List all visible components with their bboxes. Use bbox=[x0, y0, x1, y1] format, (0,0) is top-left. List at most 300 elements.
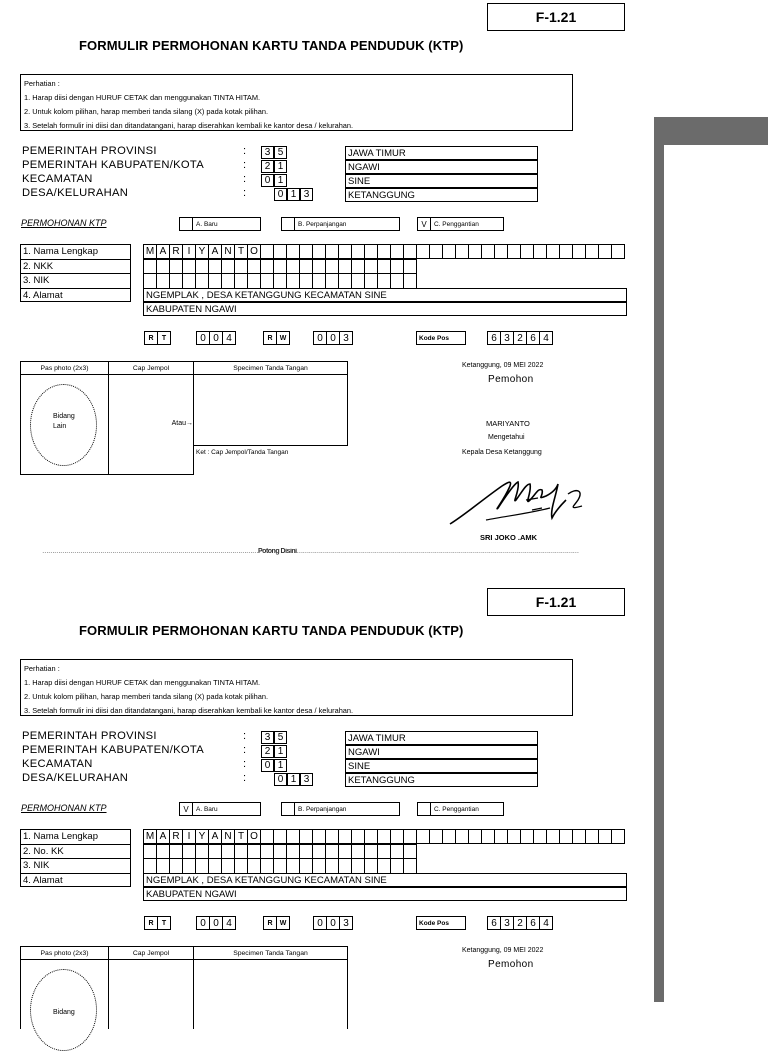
nkk-cell[interactable] bbox=[312, 259, 326, 275]
option-perpanjangan[interactable] bbox=[281, 217, 400, 231]
name-cell[interactable] bbox=[546, 244, 560, 259]
rt-digit-cell[interactable]: 4 bbox=[222, 916, 236, 930]
notice-line: 3. Setelah formulir ini diisi dan ditandatangani, harap diserahkan kembali ke kantor desa / kelurahan. bbox=[24, 121, 354, 130]
nkk-cell[interactable] bbox=[312, 844, 326, 860]
label-desa: DESA/KELURAHAN bbox=[22, 187, 129, 199]
name-cell[interactable] bbox=[455, 829, 469, 844]
nik-cell[interactable] bbox=[208, 858, 222, 874]
nkk-cell[interactable] bbox=[195, 844, 209, 860]
name-cell[interactable] bbox=[403, 244, 417, 259]
name-cell[interactable] bbox=[598, 244, 612, 259]
code-cell[interactable]: 3 bbox=[261, 146, 274, 159]
field-labels bbox=[20, 244, 131, 302]
name-cell[interactable]: Y bbox=[195, 244, 209, 259]
form-code-box bbox=[487, 588, 625, 616]
nkk-cell[interactable] bbox=[286, 844, 300, 860]
nik-cell[interactable] bbox=[234, 858, 248, 874]
name-cell[interactable] bbox=[312, 829, 326, 844]
label-kecamatan: KECAMATAN bbox=[22, 173, 93, 185]
oval-text-1: Bidang bbox=[53, 413, 75, 420]
thumb-box[interactable] bbox=[108, 374, 194, 475]
kodepos-digit-cell[interactable]: 6 bbox=[526, 916, 540, 930]
name-cell[interactable] bbox=[481, 244, 495, 259]
nkk-cell[interactable] bbox=[234, 844, 248, 860]
cut-line bbox=[42, 548, 607, 555]
nkk-cell[interactable] bbox=[299, 259, 313, 275]
nik-cell[interactable] bbox=[143, 273, 157, 289]
label-nama: 1. Nama Lengkap bbox=[21, 245, 130, 260]
code-cell[interactable]: 2 bbox=[261, 160, 274, 173]
oval-text-1: Bidang bbox=[53, 1009, 75, 1016]
name-cell[interactable]: T bbox=[234, 244, 248, 259]
nkk-cell[interactable] bbox=[221, 844, 235, 860]
nik-cell[interactable] bbox=[403, 273, 417, 289]
name-cell[interactable]: A bbox=[208, 244, 222, 259]
name-cell[interactable]: R bbox=[169, 244, 183, 259]
colon: : bbox=[243, 145, 247, 157]
rw-digit-cell[interactable]: 0 bbox=[326, 331, 340, 345]
sign-header: Specimen Tanda Tangan bbox=[193, 361, 348, 375]
nkk-cell[interactable] bbox=[156, 259, 170, 275]
nik-cell[interactable] bbox=[351, 273, 365, 289]
code-cell[interactable]: 5 bbox=[274, 146, 287, 159]
nik-cell[interactable] bbox=[156, 273, 170, 289]
nik-cell[interactable] bbox=[299, 273, 313, 289]
address-line-2[interactable]: KABUPATEN NGAWI bbox=[143, 302, 627, 316]
kodepos-digit-cell[interactable]: 3 bbox=[500, 916, 514, 930]
name-cell[interactable] bbox=[416, 244, 430, 259]
nkk-cell[interactable] bbox=[273, 259, 287, 275]
nik-cell[interactable] bbox=[312, 273, 326, 289]
rw-digit-cell[interactable]: 3 bbox=[339, 916, 353, 930]
nkk-cell[interactable] bbox=[169, 259, 183, 275]
name-cell[interactable]: M bbox=[143, 244, 157, 259]
applicant-name: MARIYANTO bbox=[486, 419, 530, 428]
nkk-cell[interactable] bbox=[364, 259, 378, 275]
nik-cell[interactable] bbox=[377, 858, 391, 874]
nkk-cell[interactable] bbox=[156, 844, 170, 860]
mengetahui-label: Mengetahui bbox=[488, 434, 525, 441]
name-cell[interactable] bbox=[429, 244, 443, 259]
viewer-side-bar bbox=[654, 117, 664, 1002]
rt-digit-cell[interactable]: 4 bbox=[222, 331, 236, 345]
nik-cell[interactable] bbox=[260, 858, 274, 874]
name-cell[interactable] bbox=[598, 829, 612, 844]
name-cell[interactable] bbox=[260, 244, 274, 259]
kabupaten-name[interactable]: NGAWI bbox=[345, 745, 538, 759]
name-cell[interactable] bbox=[442, 829, 456, 844]
colon: : bbox=[243, 173, 247, 185]
nkk-cell[interactable] bbox=[273, 844, 287, 860]
kodepos-digit-cell[interactable]: 4 bbox=[539, 916, 553, 930]
kodepos-digit-cell[interactable]: 6 bbox=[526, 331, 540, 345]
option-penggantian[interactable] bbox=[417, 217, 504, 231]
nik-cell[interactable] bbox=[351, 858, 365, 874]
name-cell[interactable]: O bbox=[247, 829, 261, 844]
option-label: B. Perpanjangan bbox=[298, 805, 347, 813]
kepala-desa-label: Kepala Desa Ketanggung bbox=[462, 449, 542, 456]
nkk-cell[interactable] bbox=[169, 844, 183, 860]
nik-cell[interactable] bbox=[234, 273, 248, 289]
nik-cell[interactable] bbox=[208, 273, 222, 289]
oval-text-2: Lain bbox=[53, 423, 67, 430]
label-nik: 3. NIK bbox=[21, 859, 130, 874]
nik-cell[interactable] bbox=[325, 858, 339, 874]
nik-cell[interactable] bbox=[299, 858, 313, 874]
option-mark bbox=[418, 803, 431, 815]
name-cell[interactable] bbox=[338, 244, 352, 259]
nkk-cell[interactable] bbox=[299, 844, 313, 860]
nik-cell[interactable] bbox=[390, 858, 404, 874]
code-cell[interactable]: 3 bbox=[300, 773, 313, 786]
notice-line: 1. Harap diisi dengan HURUF CETAK dan menggunakan TINTA HITAM. bbox=[24, 93, 261, 102]
nkk-cell[interactable] bbox=[325, 259, 339, 275]
option-baru[interactable] bbox=[179, 217, 261, 231]
name-cell[interactable] bbox=[338, 829, 352, 844]
code-cell[interactable]: 0 bbox=[261, 759, 274, 772]
name-cell[interactable] bbox=[403, 829, 417, 844]
name-cell[interactable] bbox=[611, 244, 625, 259]
label-kecamatan: KECAMATAN bbox=[22, 758, 93, 770]
name-cell[interactable] bbox=[442, 244, 456, 259]
sign-box[interactable] bbox=[193, 374, 348, 446]
name-cell[interactable] bbox=[273, 244, 287, 259]
name-cell[interactable] bbox=[520, 829, 534, 844]
notice-line: 1. Harap diisi dengan HURUF CETAK dan menggunakan TINTA HITAM. bbox=[24, 678, 261, 687]
name-cell[interactable] bbox=[286, 829, 300, 844]
name-cell[interactable]: Y bbox=[195, 829, 209, 844]
permohonan-label: PERMOHONAN KTP bbox=[21, 803, 107, 813]
permohonan-label: PERMOHONAN KTP bbox=[21, 218, 107, 228]
code-cell[interactable]: 3 bbox=[300, 188, 313, 201]
code-cell[interactable]: 0 bbox=[274, 773, 287, 786]
kodepos-digit-cell[interactable]: 6 bbox=[487, 331, 501, 345]
pemohon-label: Pemohon bbox=[488, 374, 534, 385]
nik-cell[interactable] bbox=[221, 858, 235, 874]
provinsi-name[interactable]: JAWA TIMUR bbox=[345, 731, 538, 745]
name-cell[interactable] bbox=[520, 244, 534, 259]
head-name: SRI JOKO .AMK bbox=[480, 533, 538, 542]
address-line-1[interactable]: NGEMPLAK , DESA KETANGGUNG KECAMATAN SINE bbox=[143, 288, 627, 302]
code-cell[interactable]: 3 bbox=[261, 731, 274, 744]
nkk-cell[interactable] bbox=[390, 844, 404, 860]
rw-digit-cell[interactable]: 0 bbox=[313, 916, 327, 930]
name-cell[interactable]: T bbox=[234, 829, 248, 844]
code-cell[interactable]: 1 bbox=[287, 773, 300, 786]
form-title: FORMULIR PERMOHONAN KARTU TANDA PENDUDUK (KTP) bbox=[79, 623, 464, 638]
rw-letter-cell: R bbox=[263, 331, 277, 345]
nik-cell[interactable] bbox=[260, 273, 274, 289]
nik-cell[interactable] bbox=[403, 858, 417, 874]
nik-cell[interactable] bbox=[338, 273, 352, 289]
form-code-box bbox=[487, 3, 625, 31]
desa-name[interactable]: KETANGGUNG bbox=[345, 188, 538, 202]
name-cell[interactable] bbox=[364, 244, 378, 259]
nkk-cell[interactable] bbox=[234, 259, 248, 275]
pemohon-label: Pemohon bbox=[488, 959, 534, 970]
nik-cell[interactable] bbox=[247, 858, 261, 874]
name-cell[interactable]: I bbox=[182, 244, 196, 259]
notice-box bbox=[20, 74, 573, 131]
rt-digit-cell[interactable]: 0 bbox=[209, 331, 223, 345]
nik-cell[interactable] bbox=[364, 858, 378, 874]
nkk-cell[interactable] bbox=[338, 844, 352, 860]
name-cell[interactable]: O bbox=[247, 244, 261, 259]
nik-cell[interactable] bbox=[273, 273, 287, 289]
nkk-cell[interactable] bbox=[208, 259, 222, 275]
code-cell[interactable]: 1 bbox=[274, 160, 287, 173]
nkk-cell[interactable] bbox=[351, 844, 365, 860]
field-labels bbox=[20, 829, 131, 887]
name-cell[interactable] bbox=[533, 829, 547, 844]
provinsi-name[interactable]: JAWA TIMUR bbox=[345, 146, 538, 160]
code-cell[interactable]: 1 bbox=[274, 759, 287, 772]
option-mark bbox=[180, 218, 193, 230]
colon: : bbox=[243, 187, 247, 199]
code-cell[interactable]: 0 bbox=[261, 174, 274, 187]
name-cell[interactable] bbox=[299, 829, 313, 844]
code-cell[interactable]: 5 bbox=[274, 731, 287, 744]
nkk-cell[interactable] bbox=[182, 259, 196, 275]
nik-cell[interactable] bbox=[377, 273, 391, 289]
name-cell[interactable] bbox=[260, 829, 274, 844]
nik-cell[interactable] bbox=[195, 273, 209, 289]
colon: : bbox=[243, 772, 247, 784]
name-cell[interactable] bbox=[416, 829, 430, 844]
desa-name[interactable]: KETANGGUNG bbox=[345, 773, 538, 787]
name-cell[interactable] bbox=[572, 244, 586, 259]
name-cell[interactable] bbox=[390, 829, 404, 844]
name-cell[interactable] bbox=[325, 244, 339, 259]
nik-cell[interactable] bbox=[143, 858, 157, 874]
name-cell[interactable]: A bbox=[208, 829, 222, 844]
nik-cell[interactable] bbox=[338, 858, 352, 874]
name-cell[interactable]: A bbox=[156, 829, 170, 844]
name-cell[interactable]: N bbox=[221, 829, 235, 844]
address-line-2[interactable]: KABUPATEN NGAWI bbox=[143, 887, 627, 901]
oval-text bbox=[53, 412, 75, 432]
code-cell[interactable]: 1 bbox=[274, 174, 287, 187]
form-code: F-1.21 bbox=[535, 594, 577, 610]
nkk-cell[interactable] bbox=[364, 844, 378, 860]
place-date: Ketanggung, 09 MEI 2022 bbox=[462, 362, 544, 369]
name-cell[interactable] bbox=[533, 244, 547, 259]
nkk-cell[interactable] bbox=[403, 259, 417, 275]
nkk-cell[interactable] bbox=[260, 259, 274, 275]
kodepos-digit-cell[interactable]: 2 bbox=[513, 331, 527, 345]
kodepos-digit-cell[interactable]: 3 bbox=[500, 331, 514, 345]
nkk-cell[interactable] bbox=[390, 259, 404, 275]
nkk-cell[interactable] bbox=[143, 844, 157, 860]
address-line-1[interactable]: NGEMPLAK , DESA KETANGGUNG KECAMATAN SINE bbox=[143, 873, 627, 887]
region-colons bbox=[243, 144, 246, 200]
name-cell[interactable] bbox=[364, 829, 378, 844]
name-cell[interactable] bbox=[559, 829, 573, 844]
thumb-header: Cap Jempol bbox=[108, 946, 194, 960]
nkk-cell[interactable] bbox=[208, 844, 222, 860]
notice-line: 2. Untuk kolom pilihan, harap memberi tanda silang (X) pada kotak pilihan. bbox=[24, 107, 269, 116]
name-cell[interactable] bbox=[325, 829, 339, 844]
option-baru[interactable] bbox=[179, 802, 261, 816]
cut-label: Potong Disini bbox=[258, 548, 297, 555]
rw-digit-cell[interactable]: 0 bbox=[326, 916, 340, 930]
name-cell[interactable]: I bbox=[182, 829, 196, 844]
name-cell[interactable] bbox=[273, 829, 287, 844]
viewer-top-bar bbox=[654, 117, 768, 145]
name-cell[interactable] bbox=[429, 829, 443, 844]
nkk-cell[interactable] bbox=[221, 259, 235, 275]
option-mark-checked: V bbox=[180, 803, 193, 815]
label-nkk: 2. NKK bbox=[21, 260, 130, 275]
name-cell[interactable] bbox=[494, 829, 508, 844]
nkk-cell[interactable] bbox=[247, 259, 261, 275]
nkk-cell[interactable] bbox=[143, 259, 157, 275]
nkk-cell[interactable] bbox=[377, 259, 391, 275]
rt-digit-cell[interactable]: 0 bbox=[196, 331, 210, 345]
name-cell[interactable] bbox=[377, 244, 391, 259]
kodepos-digit-cell[interactable]: 6 bbox=[487, 916, 501, 930]
kecamatan-name[interactable]: SINE bbox=[345, 759, 538, 773]
option-mark-checked: V bbox=[418, 218, 431, 230]
photo-box[interactable] bbox=[20, 374, 109, 475]
name-cell[interactable] bbox=[299, 244, 313, 259]
name-cell[interactable] bbox=[507, 244, 521, 259]
nik-cell[interactable] bbox=[169, 858, 183, 874]
colon: : bbox=[243, 159, 247, 171]
place-date: Ketanggung, 09 MEI 2022 bbox=[462, 947, 544, 954]
region-labels bbox=[22, 729, 204, 785]
name-cell[interactable]: N bbox=[221, 244, 235, 259]
name-cell[interactable] bbox=[312, 244, 326, 259]
label-kabupaten: PEMERINTAH KABUPATEN/KOTA bbox=[22, 159, 204, 171]
option-label: C. Penggantian bbox=[434, 805, 479, 813]
nik-cell[interactable] bbox=[247, 273, 261, 289]
nik-cell[interactable] bbox=[273, 858, 287, 874]
option-mark bbox=[282, 803, 295, 815]
notice-heading: Perhatian : bbox=[24, 664, 60, 673]
name-cell[interactable] bbox=[611, 829, 625, 844]
name-cell[interactable] bbox=[572, 829, 586, 844]
sign-box[interactable] bbox=[193, 959, 348, 1029]
name-cell[interactable] bbox=[455, 244, 469, 259]
code-cell[interactable]: 0 bbox=[274, 188, 287, 201]
nkk-cell[interactable] bbox=[260, 844, 274, 860]
rt-digit-cell[interactable]: 0 bbox=[196, 916, 210, 930]
photo-box[interactable] bbox=[20, 959, 109, 1029]
kecamatan-name[interactable]: SINE bbox=[345, 174, 538, 188]
rw-letter-cell: W bbox=[276, 331, 290, 345]
option-label: A. Baru bbox=[196, 805, 218, 813]
code-cell[interactable]: 2 bbox=[261, 745, 274, 758]
name-cell[interactable] bbox=[559, 244, 573, 259]
name-cell[interactable] bbox=[468, 244, 482, 259]
name-cell[interactable]: M bbox=[143, 829, 157, 844]
rw-digit-cell[interactable]: 3 bbox=[339, 331, 353, 345]
nik-cell[interactable] bbox=[325, 273, 339, 289]
cut-dots-right: …………………………………………………………………………………………………………………………… bbox=[296, 548, 579, 555]
option-label: C. Penggantian bbox=[434, 220, 479, 228]
thumb-box[interactable] bbox=[108, 959, 194, 1029]
kodepos-digit-cell[interactable]: 4 bbox=[539, 331, 553, 345]
notice-heading: Perhatian : bbox=[24, 79, 60, 88]
code-cell[interactable]: 1 bbox=[274, 745, 287, 758]
region-colons bbox=[243, 729, 246, 785]
nik-cell[interactable] bbox=[156, 858, 170, 874]
name-cell[interactable]: R bbox=[169, 829, 183, 844]
photo-header: Pas photo (2x3) bbox=[20, 361, 109, 375]
nkk-cell[interactable] bbox=[351, 259, 365, 275]
notice-box bbox=[20, 659, 573, 716]
nkk-cell[interactable] bbox=[338, 259, 352, 275]
option-perpanjangan[interactable] bbox=[281, 802, 400, 816]
rw-letter-cell: R bbox=[263, 916, 277, 930]
nkk-cell[interactable] bbox=[325, 844, 339, 860]
nik-cell[interactable] bbox=[286, 858, 300, 874]
option-label: A. Baru bbox=[196, 220, 218, 228]
notice-line: 2. Untuk kolom pilihan, harap memberi tanda silang (X) pada kotak pilihan. bbox=[24, 692, 269, 701]
nik-cell[interactable] bbox=[312, 858, 326, 874]
name-cell[interactable] bbox=[494, 244, 508, 259]
option-penggantian[interactable] bbox=[417, 802, 504, 816]
nkk-cell[interactable] bbox=[195, 259, 209, 275]
nkk-cell[interactable] bbox=[377, 844, 391, 860]
name-cell[interactable] bbox=[585, 829, 599, 844]
name-cell[interactable] bbox=[468, 829, 482, 844]
rt-letter-cell: R bbox=[144, 916, 158, 930]
code-cell[interactable]: 1 bbox=[287, 188, 300, 201]
label-provinsi: PEMERINTAH PROVINSI bbox=[22, 730, 157, 742]
nik-cell[interactable] bbox=[364, 273, 378, 289]
photo-header: Pas photo (2x3) bbox=[20, 946, 109, 960]
rw-digit-cell[interactable]: 0 bbox=[313, 331, 327, 345]
label-nama: 1. Nama Lengkap bbox=[21, 830, 130, 845]
rt-letter-cell: T bbox=[157, 331, 171, 345]
name-cell[interactable] bbox=[286, 244, 300, 259]
name-cell[interactable] bbox=[390, 244, 404, 259]
colon: : bbox=[243, 758, 247, 770]
kodepos-digit-cell[interactable]: 2 bbox=[513, 916, 527, 930]
label-alamat: 4. Alamat bbox=[23, 874, 63, 886]
name-cell[interactable] bbox=[585, 244, 599, 259]
nkk-cell[interactable] bbox=[182, 844, 196, 860]
nkk-cell[interactable] bbox=[286, 259, 300, 275]
name-cell[interactable] bbox=[481, 829, 495, 844]
nkk-cell[interactable] bbox=[247, 844, 261, 860]
colon: : bbox=[243, 744, 247, 756]
nik-cell[interactable] bbox=[286, 273, 300, 289]
name-cell[interactable] bbox=[351, 829, 365, 844]
atau-label: Atau bbox=[171, 420, 186, 427]
name-cell[interactable] bbox=[546, 829, 560, 844]
nik-cell[interactable] bbox=[182, 858, 196, 874]
name-cell[interactable] bbox=[351, 244, 365, 259]
region-labels bbox=[22, 144, 204, 200]
name-cell[interactable] bbox=[507, 829, 521, 844]
rw-letter-cell: W bbox=[276, 916, 290, 930]
nkk-cell[interactable] bbox=[403, 844, 417, 860]
nik-cell[interactable] bbox=[182, 273, 196, 289]
nik-cell[interactable] bbox=[390, 273, 404, 289]
name-cell[interactable]: A bbox=[156, 244, 170, 259]
colon: : bbox=[243, 730, 247, 742]
kodepos-label: Kode Pos bbox=[416, 916, 466, 930]
rt-digit-cell[interactable]: 0 bbox=[209, 916, 223, 930]
name-cell[interactable] bbox=[377, 829, 391, 844]
nik-cell[interactable] bbox=[195, 858, 209, 874]
kabupaten-name[interactable]: NGAWI bbox=[345, 160, 538, 174]
nik-cell[interactable] bbox=[221, 273, 235, 289]
nik-cell[interactable] bbox=[169, 273, 183, 289]
